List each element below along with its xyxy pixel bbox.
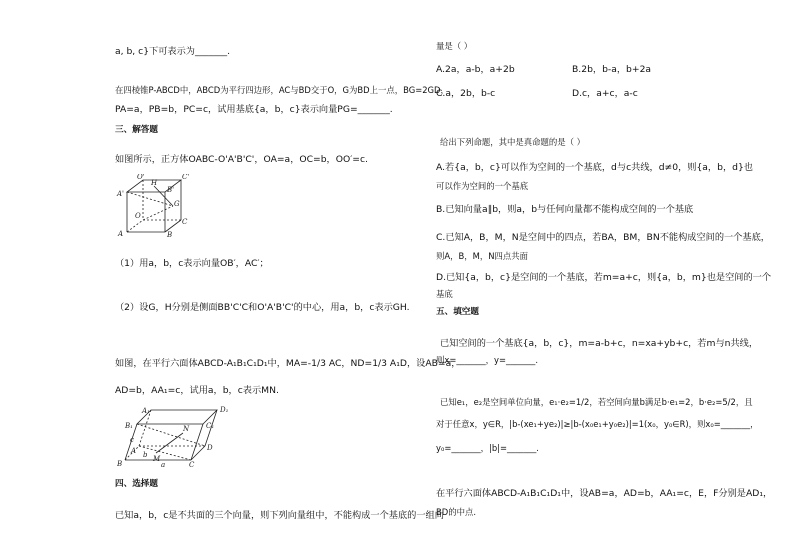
vertex-label: H [151,179,158,187]
section-heading: 四、选择题 [115,479,158,489]
text-line: 量是（ ） [436,41,473,51]
text-line: a, b, c}下可表示为_______. [115,46,231,57]
text-line: （2）设G，H分别是侧面BB'C'C和O'A'B'C'的中心，用a，b，c表示GH. [115,302,410,313]
vertex-label: B [117,460,123,468]
vertex-label: C [189,461,195,468]
vertex-label: M [153,455,161,463]
left-column [115,0,475,560]
option-c: C.已知A，B，M，N是空间中的四点，若BA，BM，BN不能构成空间的一个基底， [436,232,770,243]
vertex-label: b [143,451,148,459]
text-line: （1）用a，b，c表示向量OB′，AC′； [115,258,269,269]
option-a: A.2a，a-b，a+2b [436,64,515,75]
option-c: C.a，2b，b-c [436,88,496,99]
vertex-label: A' [117,190,124,198]
text-line: 在平行六面体ABCD-A₁B₁C₁D₁中，设AB=a，AD=b，AA₁=c，E，F分别是AD₁， [436,488,773,499]
text-line: AD=b，AA₁=c，试用a，b，c表示MN. [115,385,279,396]
text-line: 如图所示，正方体OABC-O'A'B'C'，OA=a，OC=b，OO′=c. [115,154,368,165]
vertex-label: A [131,447,137,455]
vertex-label: c [130,436,134,444]
vertex-label: C₁ [206,422,215,430]
text-line: 则x=_______，y=_______. [436,355,538,365]
cube-figure [115,174,190,240]
text-line: 则A，B，M，N四点共面 [436,251,528,261]
section-heading: 五、填空题 [436,307,479,317]
text-line: 对于任意x，y∈R，|b-(xe₁+ye₂)|≥|b-(x₀e₁+y₀e₂)|=1(x₀，y₀∈R)，则x₀=_______， [436,419,759,429]
text-line: 在四棱锥P-ABCD中，ABCD为平行四边形，AC与BD交于O，G为BD上一点，BG=2GD， [115,85,449,95]
text-line: PA=a，PB=b，PC=c，试用基底{a，b，c}表示向量PG=_______. [115,104,393,115]
vertex-label: A₁ [142,407,150,415]
text-line: 已知a，b，c是不共面的三个向量，则下列向量组中，不能构成一个基底的一组向 [115,510,444,521]
text-line: 如图，在平行六面体ABCD-A₁B₁C₁D₁中，MA=-1/3 AC，ND=1/3 A₁D，设AB=a， [115,358,461,369]
vertex-label: G [174,200,180,208]
text-line: 已知e₁，e₂是空间单位向量，e₁·e₂=1/2，若空间向量b满足b·e₁=2，b·e₂=5/2，且 [440,397,753,407]
vertex-label: C [182,218,188,226]
vertex-label: B [167,231,173,239]
vertex-label: N [183,425,190,433]
vertex-label: C' [182,174,190,181]
vertex-label: D [207,444,213,452]
right-column [436,0,794,560]
option-a: A.若{a，b，c}可以作为空间的一个基底，d与c共线，d≠0，则{a，b，d}也 [436,162,753,173]
option-b: B.已知向量a∥b，则a，b与任何向量都不能构成空间的一个基底 [436,204,694,215]
vertex-label: O [135,212,141,220]
vertex-label: a [161,461,166,468]
text-line: 可以作为空间的一个基底 [436,181,529,191]
option-d: D.已知{a，b，c}是空间的一个基底，若m=a+c，则{a，b，m}也是空间的一个 [436,272,772,283]
text-line: 已知空间的一个基底{a，b，c}，m=a-b+c，n=xa+yb+c，若m与n共线， [440,338,759,349]
vertex-label: B₁ [125,422,133,430]
question-stem: 给出下列命题，其中是真命题的是（ ） [440,137,586,147]
option-b: B.2b，b-a，b+2a [572,64,652,75]
text-line: BD的中点. [436,507,476,517]
option-d: D.c，a+c，a-c [572,88,638,99]
vertex-label: D₁ [220,406,229,414]
vertex-label: B' [167,186,175,194]
text-line: 基底 [436,289,453,299]
section-heading: 三、解答题 [115,125,158,135]
vertex-label: O' [137,174,145,181]
parallelepiped-figure [117,404,235,468]
vertex-label: A [118,230,124,238]
text-line: y₀=_______，|b|=_______. [436,443,539,453]
